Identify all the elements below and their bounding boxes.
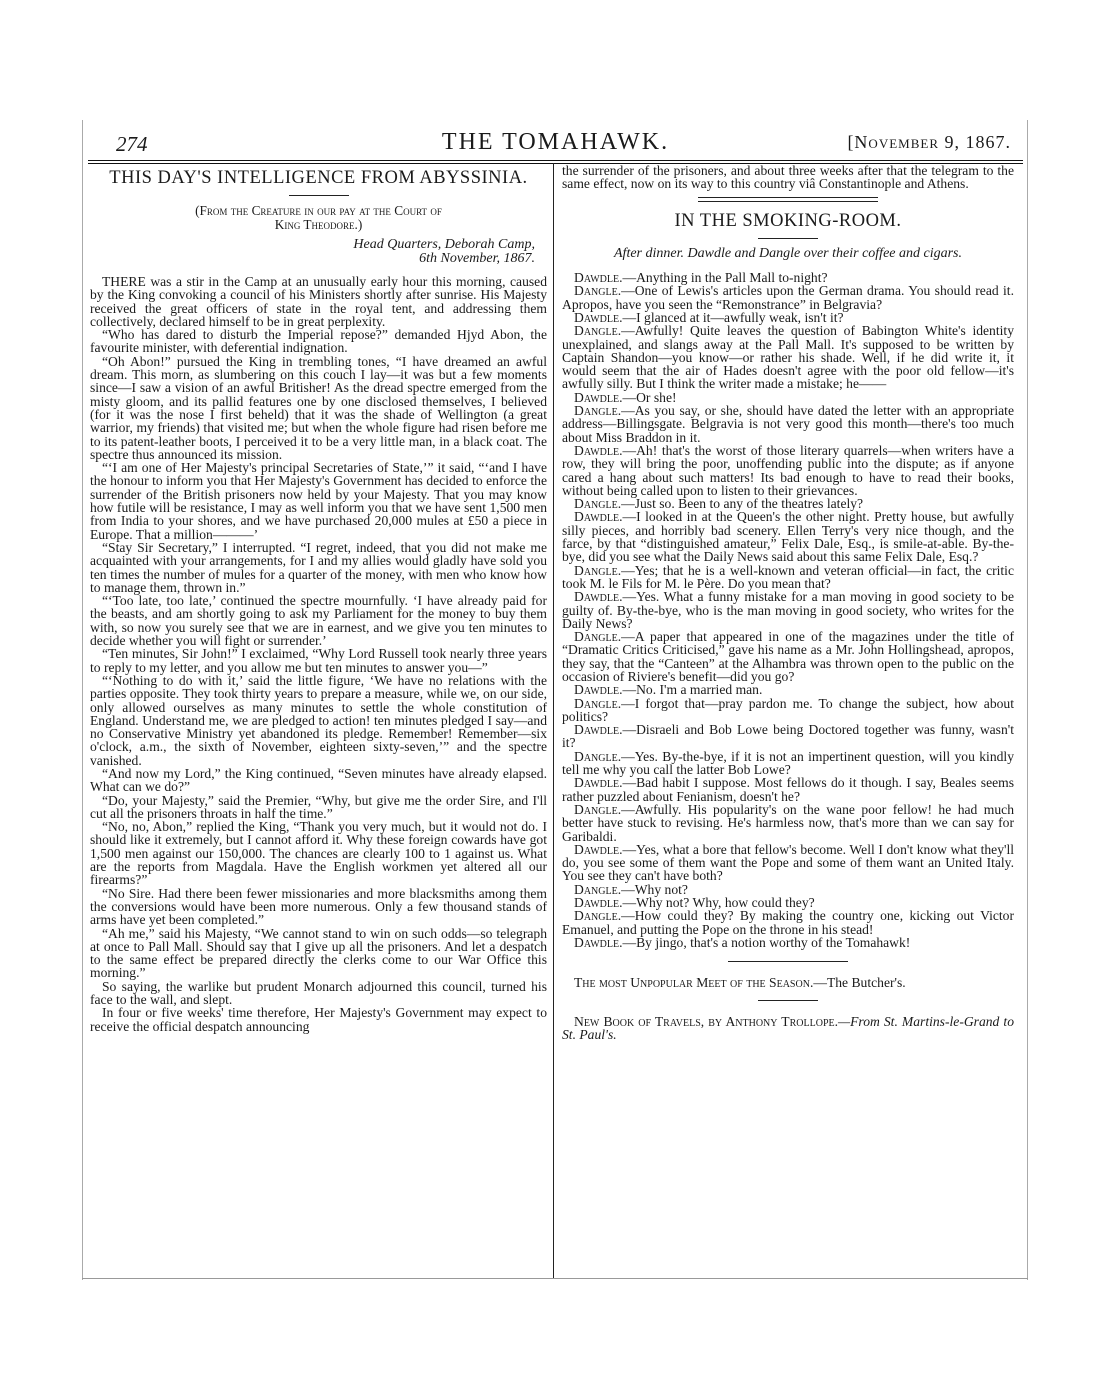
dialogue-line [562,497,1014,510]
speaker-name: Dawdle. [574,270,623,286]
speech-text: —One of Lewis's articles upon the German drama. You should read it. Apropos, have you seen the “Remonstrance” in Belgravia? [562,283,1014,312]
dialogue-line [562,750,1014,777]
dateline-date: 6th November, 1867. [419,251,535,266]
speech-text: —As you say, or she, should have dated the letter with an appropriate address—Billingsgate. Belgravia is not very good this month—there's too much about Miss Braddon in it. [562,403,1014,445]
dialogue-line [562,843,1014,883]
article-paragraph: “Ten minutes, Sir John!” I exclaimed, “Why Lord Russell took nearly three years to reply to my letter, and you allow me but ten minutes to answer you—” [90,646,547,675]
speaker-name: Dawdle. [574,682,623,698]
column-divider [553,163,554,1278]
paragraph-unpopular-meet-rest: —The Butcher's. [813,975,906,991]
speaker-name: Dangle. [574,562,622,578]
dialogue-line [562,883,1014,896]
speaker-name: Dawdle. [574,442,623,458]
source-line-1: (From the Creature in our pay at the Court of [195,203,442,218]
article-paragraph: “Do, your Majesty,” said the Premier, “Why, but give me the order Sire, and I'll cut all the prisoners throats in half the time.” [90,792,547,821]
dialogue-line [562,723,1014,750]
paragraph-new-book-rest: —From St. Martins-le-Grand to St. Paul's. [562,1013,1014,1042]
speech-text: —Awfully. His popularity's on the wane poor fellow! he had much better have stuck to revising. He's harmless now, that's more than we can say for Garibaldi. [562,801,1014,844]
dialogue-line [562,803,1014,843]
dialogue-line [562,510,1014,563]
dialogue-line [562,936,1014,949]
dialogue-line [562,404,1014,444]
section-rule-2 [758,1000,818,1001]
speaker-name: Dangle. [574,403,622,419]
article-paragraph: “And now my Lord,” the King continued, “Seven minutes have already elapsed. What can we do?” [90,765,547,795]
page-border-left [82,120,83,1280]
speaker-name: Dangle. [574,748,622,764]
dialogue-line [562,896,1014,909]
speech-text: —Just so. Been to any of the theatres lately? [621,496,864,512]
speech-text: —Bad habit I suppose. Most fellows do it though. I say, Beales seems rather puzzled about Fenianism, doesn't he? [562,775,1014,804]
dialogue-line [562,391,1014,404]
speaker-name: Dawdle. [574,389,623,405]
speech-text: —By jingo, that's a notion worthy of the Tomahawk! [622,934,911,950]
paragraph-unpopular-meet-lead: The most Unpopular Meet of the Season. [574,975,814,991]
dialogue-line [562,271,1014,284]
article-paragraph: “‘Too late, too late,’ continued the spectre mournfully. ‘I have already paid for the beasts, and am shortly going to ask my Parliament for the money to buy them with, so now you surely see that we are in earnest, and we give you ten minutes to decide whether you will fight or surrender.’ [90,593,547,649]
article-paragraph: THERE was a stir in the Camp at an unusually early hour this morning, caused by the King convoking a council of his Ministers shortly after sunrise. His Majesty received the great officers of state in the royal tent, and addressing them collectively, declared himself to be in great perplexity. [90,274,547,329]
dateline-place: Head Quarters, Deborah Camp, [353,237,535,252]
speech-text: —Yes, what a bore that fellow's become. Well I don't know what they'll do, you see some of them want the Pope and some of them want an United Italy. You see they can't have both? [562,841,1014,884]
speech-text: —Disraeli and Bob Lowe being Doctored together was funny, wasn't it? [562,722,1014,751]
section-double-rule [698,197,878,202]
speech-text: —No. I'm a married man. [622,682,763,698]
speaker-name: Dawdle. [574,509,623,525]
page-number: 274 [116,132,148,156]
section-rule [728,961,848,962]
dialogue-line [562,630,1014,683]
continuation-paragraph: the surrender of the prisoners, and about three weeks after that the telegram to the same effect, now on its way to this country viâ Constantinople and Athens. [562,163,1014,192]
article-paragraph: “No, no, Abon,” replied the King, “Thank you very much, but it would not do. I should like it extremely, but I cannot afford it. Why these foreign cowards have got 1,500 men against our 150,000. The chances are clearly 100 to 1 against us. What are the reports from Magdala. Have the English workmen yet altered all our firearms?” [90,819,547,888]
dialogue-line [562,444,1014,497]
article-paragraph: “Stay Sir Secretary,” I interrupted. “I regret, indeed, that you did not make me acquainted with your arrangements, for I and my allies would gladly have sold you ten times the number of mules for a quarter of the money, with men who know how to manage them, thrown in.” [90,539,547,595]
page-bottom-rule [82,1278,1028,1279]
speaker-name: Dangle. [574,881,622,897]
speech-text: —I glanced at it—awfully weak, isn't it? [622,309,844,325]
paragraph-unpopular-meet [562,976,1014,989]
speech-text: —Or she! [622,389,677,405]
issue-date: [November 9, 1867. [847,132,1011,152]
speaker-name: Dangle. [574,801,622,817]
article-paragraph: “‘I am one of Her Majesty's principal Secretaries of State,’” it said, “‘and I have the honour to inform you that Her Majesty's Government has decided to enforce the surrender of the British prisoners now held by your Majesty. That you may know how futile will be resistance, I may as well inform you that we have sent 1,500 men from India to your shores, and we have purchased 20,000 mules at £50 a piece in Europe. That a million———’ [90,460,547,542]
article-paragraph: “Ah me,” said his Majesty, “We cannot stand to win on such odds—so telegraph at once to Pall Mall. Should say that I give up all the prisoners. And let a despatch to the same effect be prepared directly the clerks come to our War Office this morning.” [90,925,547,981]
speaker-name: Dawdle. [574,934,623,950]
dialogue-line [562,683,1014,696]
speech-text: —Yes; that he is a well-known and veteran official—in fact, the critic took M. le Fils for M. le Père. Do you mean that? [562,562,1014,591]
page-header [88,128,1023,160]
article-body [90,275,547,1033]
page-border-right [1027,120,1028,1280]
speech-text: —Why not? Why, how could they? [622,895,815,911]
speech-text: —A paper that appeared in one of the magazines under the title of “Dramatic Critics Criticised,” gave his name as a Mr. John Hollingshead, apropos, they say, that the “Canteen” at the Alhambra was thrown open to the public on the occasion of Riviere's benefit—did you go? [562,629,1014,684]
dateline [90,238,547,266]
speech-text: —Awfully! Quite leaves the question of Babington White's identity unexplained, and slangs away at the Pall Mall. It's supposed to be written by Captain Shandon—you know—or rather his shade. Well, if he did write it, it would seem that the air of Hades doesn't agree with the poor old fellow—it's awfully silly. But I think the writer made a mistake; he—— [562,323,1014,392]
article-paragraph: “‘Nothing to do with it,’ said the little figure, ‘We have no relations with the parties opposite. They took thirty years to prepare a measure, while we, on our side, only allowed ourselves as many minutes to settle the whole constitution of England. Understand me, we are pledged to action! ten minutes pledged I say—and no Conservative Ministry yet abandoned its pledge. Remember! Remember—six o'clock, a.m., the sixth of November, eighteen sixty-seven,’” and the spectre vanished. [90,672,547,768]
source-line [90,204,547,232]
speech-text: —I looked in at the Queen's the other night. Pretty house, but awfully silly pieces, and horribly bad scenery. Ellen Terry's very nice though, and the farce, by that “distinguished amateur,” Felix Dale, Esq., is smile-at-able. By-the-bye, did you see what the Daily News said about this same Felix Dale, Esq.? [562,509,1014,565]
speaker-name: Dangle. [574,908,622,924]
title-rule [289,195,349,196]
speaker-name: Dawdle. [574,841,623,857]
speaker-name: Dawdle. [574,589,623,605]
article-paragraph: “Oh Abon!” pursued the King in trembling tones, “I have dreamed an awful dream. This morn, as slumbering on this couch I lay—it was but a few moments since—I saw a vision of an awful Britisher! As the dread spectre emerged from the misty gloom, and its pallid features one by one disclosed themselves, I believed (for it was the nose I first beheld) that it was the shade of Wellington (a great warrior, my friends) that visited me; but when the whole figure had risen before me to its patent-leather boots, I perceived it to be a very little man, in a black coat. The spectre thus announced its mission. [90,353,547,462]
source-line-2: King Theodore.) [274,217,363,232]
scene-direction: After dinner. Dawdle and Dangle over their coffee and cigars. [614,245,962,261]
article-paragraph: “Who has dared to disturb the Imperial repose?” demanded Hjyd Abon, the favourite minister, with deferential indignation. [90,327,547,356]
article-paragraph: So saying, the warlike but prudent Monarch adjourned this council, turned his face to the wall, and slept. [90,978,547,1008]
dialogue-line [562,564,1014,591]
speaker-name: Dawdle. [574,722,623,738]
speaker-name: Dangle. [574,629,622,645]
dialogue-line [562,324,1014,390]
article-title-abyssinia: THIS DAY'S INTELLIGENCE FROM ABYSSINIA. [109,168,528,188]
dialogue-line [562,284,1014,311]
dialogue-line [562,776,1014,803]
dialogue-line [562,590,1014,630]
dialogue-line [562,311,1014,324]
publication-title: THE TOMAHAWK. [441,129,670,155]
left-column [90,164,547,1033]
paragraph-new-book [562,1015,1014,1042]
article-title-smoking-room: IN THE SMOKING-ROOM. [674,210,902,231]
speaker-name: Dawdle. [574,775,623,791]
speech-text: —I forgot that—pray pardon me. To change the subject, how about politics? [562,695,1014,724]
article-paragraph: “No Sire. Had there been fewer missionaries and more blacksmiths among them the conversions would have been more numerous. Only a few thousand stands of arms have yet been completed.” [90,885,547,928]
speech-text: —Why not? [621,881,688,897]
title-rule-2 [758,238,818,239]
speech-text: —Ah! that's the worst of those literary quarrels—when writers have a row, they will bring the poor, unoffending public into the dispute; as if anyone cared a hang about such matters! Its bad enough to have to read their books, without being called upon to listen to their grievances. [562,442,1014,498]
paragraph-new-book-lead: New Book of Travels, by Anthony Trollope. [574,1013,839,1029]
speaker-name: Dawdle. [574,309,623,325]
speech-text: —Anything in the Pall Mall to-night? [622,270,828,286]
speaker-name: Dangle. [574,496,622,512]
right-column [562,164,1014,1041]
speech-text: —How could they? By making the country one, kicking out Victor Emanuel, and putting the Pope on the throne in his stead! [562,908,1014,937]
speaker-name: Dangle. [574,323,622,339]
article-paragraph: In four or five weeks' time therefore, Her Majesty's Government may expect to receive the official despatch announcing [90,1005,547,1034]
speaker-name: Dangle. [574,695,622,711]
dialogue-line [562,909,1014,936]
header-rule [88,160,1023,161]
dialogue-body [562,271,1014,949]
speaker-name: Dangle. [574,283,622,299]
speech-text: —Yes. What a funny mistake for a man moving in good society to be guilty of. By-the-bye, who is the man moving in good society, who writes for the Daily News? [562,589,1014,631]
speech-text: —Yes. By-the-bye, if it is not an impertinent question, will you kindly tell me why you call the latter Bob Lowe? [562,748,1014,778]
speaker-name: Dawdle. [574,895,623,911]
dialogue-line [562,697,1014,724]
